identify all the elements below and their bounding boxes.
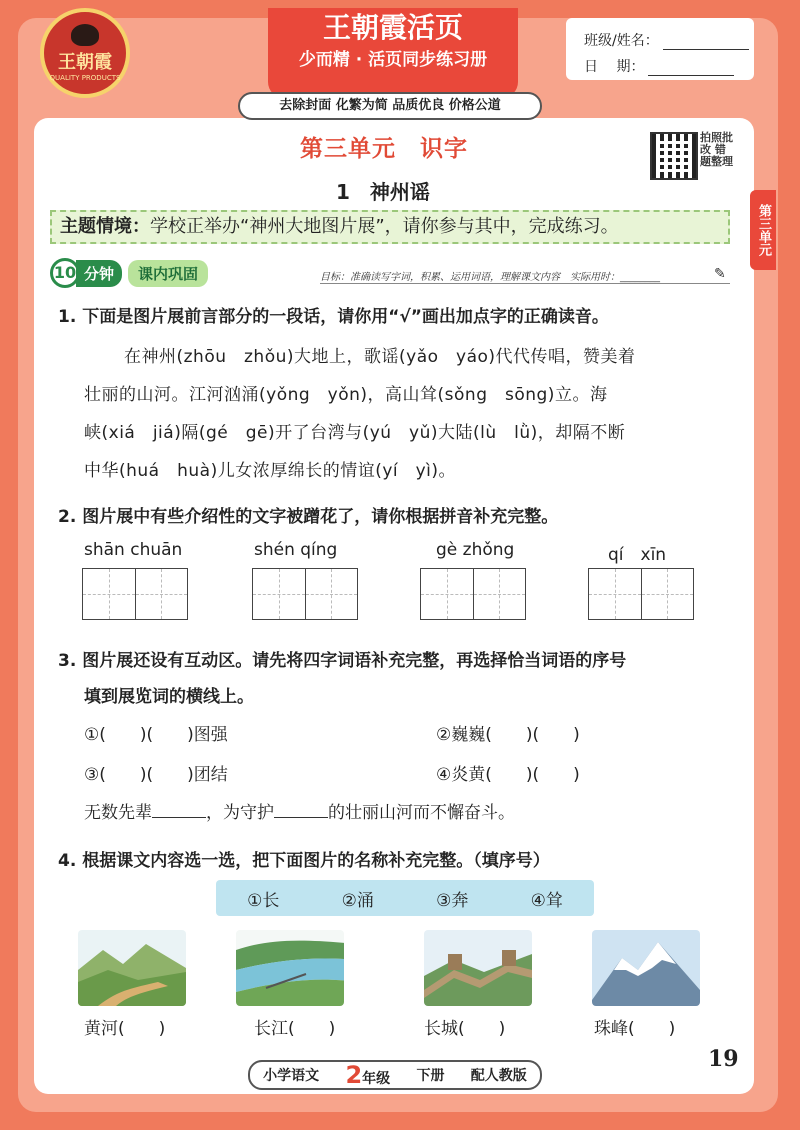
- logo-small-text: QUALITY PRODUCTS: [49, 74, 121, 82]
- qr-caption: 拍照批改 错题整理: [700, 131, 733, 168]
- choice-bar: [216, 880, 594, 916]
- page-number: 19: [708, 1046, 739, 1072]
- pinyin-label: qí xīn: [608, 545, 667, 565]
- footer-bar: [248, 1060, 542, 1090]
- brand-title: 王朝霞活页: [322, 11, 463, 44]
- pinyin-label: gè zhǒng: [436, 540, 515, 560]
- footer-subject: 小学语文: [263, 1068, 320, 1084]
- idiom-item[interactable]: ③( )( )团结: [84, 765, 228, 785]
- goal-text: 目标：准确读写字词，积累、运用词语，理解课文内容 实际用时：________: [320, 268, 730, 284]
- timer-icon: 10: [50, 258, 80, 288]
- pinyin-label: shān chuān: [84, 540, 183, 560]
- lesson-title: 1 神州谣: [336, 180, 430, 204]
- section-label: 课内巩固: [128, 260, 208, 287]
- question-4-prompt: 4. 根据课文内容选一选，把下面图片的名称补充完整。（填序号）: [58, 851, 550, 871]
- student-info-box: [566, 18, 754, 80]
- footer-grade-label: 年级: [362, 1071, 391, 1087]
- choice-item: ②涌: [341, 890, 374, 911]
- image-caption[interactable]: 长江( ): [254, 1019, 336, 1039]
- writing-grid[interactable]: [420, 568, 526, 620]
- q1-line[interactable]: 峡(xiá jiá)隔(gé gē)开了台湾与(yú yǔ)大陆(lù lǜ)，却隔不断: [84, 423, 626, 443]
- everest-image: [592, 930, 700, 1006]
- sentence-part: 的壮丽山河而不懈奋斗。: [328, 803, 515, 823]
- question-3-prompt: 3. 图片展还设有互动区。请先将四字词语补充完整，再选择恰当词语的序号: [58, 651, 627, 671]
- yellow-river-image: [78, 930, 186, 1006]
- theme-box: [50, 210, 730, 244]
- class-label: 班级/姓名：: [584, 33, 659, 49]
- writing-grid[interactable]: [82, 568, 188, 620]
- section-tag: [50, 258, 208, 288]
- footer-grade-number: 2: [345, 1061, 363, 1089]
- great-wall-image: [424, 930, 532, 1006]
- choice-item: ③奔: [436, 890, 469, 911]
- sentence-part: ，为守护: [206, 803, 274, 823]
- minutes-label: 分钟: [76, 260, 122, 287]
- brand-subtitle: 少而精 · 活页同步练习册: [298, 50, 488, 70]
- image-caption[interactable]: 长城( ): [424, 1019, 506, 1039]
- exhibit-sentence: [84, 798, 515, 823]
- question-3-prompt-2: 填到展览词的横线上。: [84, 687, 254, 707]
- brand-banner: [268, 8, 518, 98]
- sentence-part: 无数先辈: [84, 803, 152, 823]
- yangtze-river-image: [236, 930, 344, 1006]
- theme-label: 主题情境：: [60, 216, 150, 237]
- q1-line[interactable]: 在神州(zhōu zhǒu)大地上，歌谣(yǎo yáo)代代传唱，赞美着: [124, 347, 636, 367]
- unit-side-tab: 第三单元: [750, 190, 776, 270]
- choice-item: ①长: [247, 890, 280, 911]
- writing-grid[interactable]: [588, 568, 694, 620]
- answer-blank[interactable]: [274, 801, 328, 818]
- pinyin-label: shén qíng: [254, 540, 338, 560]
- qr-code-icon[interactable]: [650, 132, 698, 180]
- q1-line[interactable]: 中华(huá huà)儿女浓厚绵长的情谊(yí yì)。: [84, 461, 457, 481]
- idiom-item[interactable]: ②巍巍( )( ): [436, 725, 580, 745]
- unit-title: 第三单元 识字: [300, 136, 468, 162]
- idiom-item[interactable]: ④炎黄( )( ): [436, 765, 580, 785]
- publisher-logo: [40, 8, 130, 98]
- logo-name: 王朝霞: [58, 52, 112, 73]
- image-caption[interactable]: 珠峰( ): [594, 1019, 676, 1039]
- question-1-prompt: 1. 下面是图片展前言部分的一段话，请你用“√”画出加点字的正确读音。: [58, 307, 609, 327]
- footer-term: 下册: [416, 1068, 445, 1084]
- date-label: 日 期：: [584, 59, 645, 75]
- choice-item: ④耸: [530, 890, 563, 911]
- theme-text: 学校正举办“神州大地图片展”，请你参与其中，完成练习。: [150, 216, 619, 237]
- slogan: 去除封面 化繁为简 品质优良 价格公道: [238, 92, 542, 120]
- answer-blank[interactable]: [152, 801, 206, 818]
- date-field[interactable]: [648, 61, 734, 76]
- writing-grid[interactable]: [252, 568, 358, 620]
- idiom-item[interactable]: ①( )( )图强: [84, 725, 228, 745]
- class-name-field[interactable]: [663, 35, 749, 50]
- pencil-icon: ✎: [714, 266, 726, 282]
- q1-line[interactable]: 壮丽的山河。江河汹涌(yǒng yǒn)，高山耸(sǒng sōng)立。海: [84, 385, 608, 405]
- image-caption[interactable]: 黄河( ): [84, 1019, 166, 1039]
- logo-portrait-icon: [71, 24, 99, 46]
- question-2-prompt: 2. 图片展中有些介绍性的文字被蹭花了，请你根据拼音补充完整。: [58, 507, 559, 527]
- footer-edition: 配人教版: [470, 1068, 527, 1084]
